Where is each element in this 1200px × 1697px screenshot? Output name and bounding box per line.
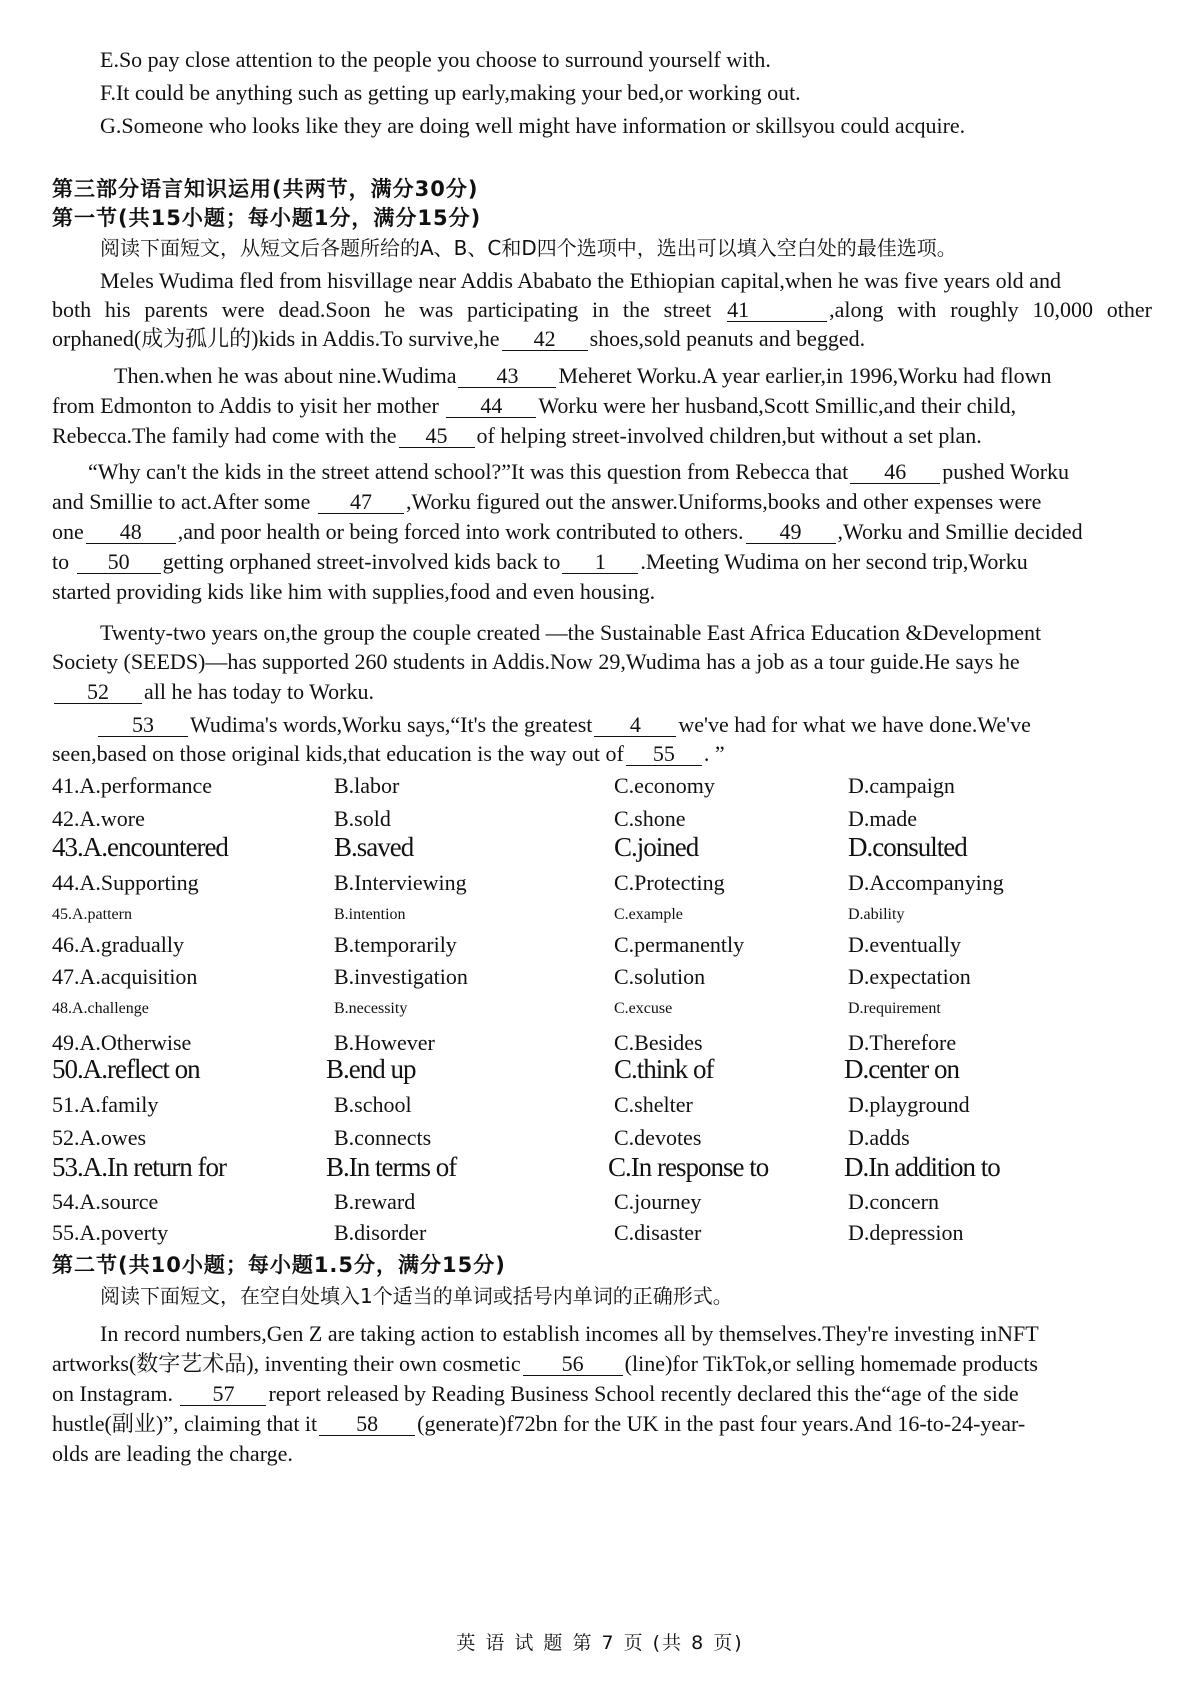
- passage-line: artworks(数字艺术品), inventing their own cosmetic 56 (line)for TikTok,or selling homemade products: [52, 1351, 1038, 1376]
- part3-title: 第三部分语言知识运用(共两节，满分30分): [52, 177, 479, 201]
- choice-b[interactable]: B.intention: [334, 906, 406, 923]
- choice-d[interactable]: D.center on: [844, 1054, 959, 1084]
- choice-a[interactable]: 55.A.poverty: [52, 1220, 169, 1245]
- passage-line: both his parents were dead.Soon he was participating in the street 41 ,along with roughly 10,000 other: [52, 297, 1153, 322]
- passage-line: “Why can't the kids in the street attend school?”It was this question from Rebecca that 46 pushed Worku: [88, 459, 1070, 484]
- passage-line: In record numbers,Gen Z are taking action to establish incomes all by themselves.They're investing inNFT: [100, 1321, 1039, 1346]
- choice-a[interactable]: 44.A.Supporting: [52, 870, 199, 895]
- blank-48[interactable]: 48: [86, 521, 176, 544]
- choice-c[interactable]: C.shone: [614, 806, 686, 831]
- choice-a[interactable]: 41.A.performance: [52, 773, 213, 798]
- choice-a[interactable]: 48.A.challenge: [52, 1000, 149, 1017]
- passage-line: on Instagram. 57 report released by Reading Business School recently declared this the“age of the side: [52, 1381, 1019, 1406]
- option-row-55: [52, 1220, 1152, 1252]
- passage-line: Twenty-two years on,the group the couple created —the Sustainable East Africa Education &Development: [100, 620, 1042, 645]
- choice-c[interactable]: C.solution: [614, 964, 706, 989]
- passage-line: started providing kids like him with supplies,food and even housing.: [52, 579, 656, 604]
- choice-d[interactable]: D.ability: [848, 906, 905, 923]
- choice-b[interactable]: B.investigation: [334, 964, 468, 989]
- choice-d[interactable]: D.In addition to: [844, 1152, 1000, 1182]
- blank-49[interactable]: 49: [746, 521, 836, 544]
- choice-c[interactable]: C.journey: [614, 1189, 702, 1214]
- choice-a[interactable]: 52.A.owes: [52, 1125, 147, 1150]
- blank-41[interactable]: 41: [727, 299, 827, 322]
- choice-a[interactable]: 46.A.gradually: [52, 932, 184, 957]
- choice-c[interactable]: C.example: [614, 906, 683, 923]
- option-row-43: [52, 832, 1152, 864]
- passage-line: from Edmonton to Addis to yisit her mother 44 Worku were her husband,Scott Smillic,and their child,: [52, 393, 1017, 418]
- page-footer: 英 语 试 题 第 7 页 (共 8 页): [456, 1632, 744, 1654]
- blank-58[interactable]: 58: [319, 1413, 415, 1436]
- option-row-44: [52, 870, 1152, 902]
- choice-d[interactable]: D.Accompanying: [848, 870, 1004, 895]
- choice-c[interactable]: C.Protecting: [614, 870, 725, 895]
- option-row-46: [52, 932, 1152, 964]
- choice-d[interactable]: D.concern: [848, 1189, 940, 1214]
- blank-55[interactable]: 55: [626, 743, 702, 766]
- blank-56[interactable]: 56: [523, 1353, 623, 1376]
- blank-57[interactable]: 57: [180, 1383, 266, 1406]
- blank-44[interactable]: 44: [446, 395, 536, 418]
- choice-d[interactable]: D.Therefore: [848, 1030, 957, 1055]
- option-row-41: [52, 773, 1152, 805]
- blank-43[interactable]: 43: [458, 365, 556, 388]
- choice-a[interactable]: 54.A.source: [52, 1189, 159, 1214]
- choice-c[interactable]: C.In response to: [608, 1152, 769, 1182]
- choice-c[interactable]: C.permanently: [614, 932, 745, 957]
- passage-line: seen,based on those original kids,that education is the way out of 55 . ”: [52, 741, 725, 766]
- choice-a[interactable]: 53.A.In return for: [52, 1152, 226, 1182]
- blank-54[interactable]: 4: [594, 714, 676, 737]
- choice-d[interactable]: D.adds: [848, 1125, 910, 1150]
- choice-d[interactable]: D.made: [848, 806, 918, 831]
- choice-b[interactable]: B.labor: [334, 773, 400, 798]
- choice-c[interactable]: C.joined: [614, 832, 699, 862]
- choice-d[interactable]: D.expectation: [848, 964, 971, 989]
- passage-line: orphaned(成为孤儿的)kids in Addis.To survive,he 42 shoes,sold peanuts and begged.: [52, 326, 866, 351]
- section2-title: 第二节(共10小题；每小题1.5分，满分15分): [52, 1253, 506, 1277]
- choice-a[interactable]: 51.A.family: [52, 1092, 159, 1117]
- passage-line: one 48 ,and poor health or being forced into work contributed to others. 49 ,Worku and Smillie decided: [52, 519, 1083, 544]
- choice-c[interactable]: C.excuse: [614, 1000, 673, 1017]
- choice-d[interactable]: D.depression: [848, 1220, 964, 1245]
- choice-a[interactable]: 42.A.wore: [52, 806, 145, 831]
- option-row-54: [52, 1189, 1152, 1221]
- choice-c[interactable]: C.Besides: [614, 1030, 703, 1055]
- choice-c[interactable]: C.shelter: [614, 1092, 693, 1117]
- choice-c[interactable]: C.devotes: [614, 1125, 702, 1150]
- option-row-51: [52, 1092, 1152, 1124]
- blank-46[interactable]: 46: [850, 461, 940, 484]
- blank-51[interactable]: 1: [562, 551, 638, 574]
- option-row-53: [52, 1152, 1152, 1184]
- section2-instruction: 阅读下面短文，在空白处填入1个适当的单词或括号内单词的正确形式。: [100, 1284, 733, 1308]
- section1-instruction: 阅读下面短文，从短文后各题所给的A、B、C和D四个选项中，选出可以填入空白处的最佳选项。: [100, 236, 957, 260]
- option-f: F.It could be anything such as getting up early,making your bed,or working out.: [100, 80, 801, 105]
- passage-line: olds are leading the charge.: [52, 1441, 293, 1466]
- choice-b[interactable]: B.end up: [326, 1054, 416, 1084]
- choice-c[interactable]: C.disaster: [614, 1220, 702, 1245]
- choice-b[interactable]: B.reward: [334, 1189, 416, 1214]
- passage-line: Rebecca.The family had come with the 45 of helping street-involved children,but without a set plan.: [52, 423, 982, 448]
- choice-b[interactable]: B.connects: [334, 1125, 432, 1150]
- passage-line: 52 all he has today to Worku.: [52, 677, 1152, 707]
- blank-50[interactable]: 50: [77, 551, 161, 574]
- choice-b[interactable]: B.saved: [334, 832, 414, 862]
- choice-b[interactable]: B.disorder: [334, 1220, 427, 1245]
- choice-d[interactable]: D.requirement: [848, 1000, 941, 1017]
- choice-b[interactable]: B.In terms of: [326, 1152, 457, 1182]
- choice-b[interactable]: B.sold: [334, 806, 391, 831]
- passage-line: to 50 getting orphaned street-involved kids back to 1 .Meeting Wudima on her second trip,Worku: [52, 549, 1028, 574]
- choice-d[interactable]: D.consulted: [848, 832, 967, 862]
- option-row-50: [52, 1054, 1152, 1086]
- choice-d[interactable]: D.eventually: [848, 932, 962, 957]
- blank-47[interactable]: 47: [318, 491, 404, 514]
- passage-line: 53 Wudima's words,Worku says,“It's the greatest 4 we've had for what we have done.We've: [96, 710, 1152, 740]
- passage-line: hustle(副业)”, claiming that it 58 (generate)f72bn for the UK in the past four years.And 16-to-24-year-: [52, 1411, 1026, 1436]
- blank-52[interactable]: 52: [54, 681, 142, 704]
- choice-b[interactable]: B.school: [334, 1092, 412, 1117]
- blank-53[interactable]: 53: [98, 714, 188, 737]
- choice-a[interactable]: 49.A.Otherwise: [52, 1030, 192, 1055]
- choice-c[interactable]: C.economy: [614, 773, 715, 798]
- passage-line: Meles Wudima fled from hisvillage near Addis Ababato the Ethiopian capital,when he was five years old and: [100, 268, 1061, 293]
- choice-b[interactable]: B.necessity: [334, 1000, 408, 1017]
- choice-b[interactable]: B.Interviewing: [334, 870, 467, 895]
- option-row-48: [52, 1000, 1152, 1032]
- choice-c[interactable]: C.think of: [614, 1054, 714, 1084]
- choice-a[interactable]: 50.A.reflect on: [52, 1054, 200, 1084]
- blank-45[interactable]: 45: [399, 425, 475, 448]
- choice-a[interactable]: 43.A.encountered: [52, 832, 228, 862]
- passage-line: Then.when he was about nine.Wudima 43 Meheret Worku.A year earlier,in 1996,Worku had flown: [114, 363, 1052, 388]
- blank-42[interactable]: 42: [502, 328, 588, 351]
- section1-title: 第一节(共15小题；每小题1分，满分15分): [52, 206, 482, 230]
- option-row-47: [52, 964, 1152, 996]
- choice-d[interactable]: D.playground: [848, 1092, 970, 1117]
- choice-a[interactable]: 45.A.pattern: [52, 906, 132, 923]
- option-e: E.So pay close attention to the people you choose to surround yourself with.: [100, 47, 771, 72]
- passage-line: Society (SEEDS)—has supported 260 students in Addis.Now 29,Wudima has a job as a tour guide.He says he: [52, 649, 1020, 674]
- choice-b[interactable]: B.temporarily: [334, 932, 457, 957]
- passage-line: and Smillie to act.After some 47 ,Worku figured out the answer.Uniforms,books and other expenses were: [52, 489, 1042, 514]
- choice-d[interactable]: D.campaign: [848, 773, 955, 798]
- choice-b[interactable]: B.However: [334, 1030, 435, 1055]
- option-g: G.Someone who looks like they are doing well might have information or skillsyou could acquire.: [100, 113, 966, 138]
- choice-a[interactable]: 47.A.acquisition: [52, 964, 198, 989]
